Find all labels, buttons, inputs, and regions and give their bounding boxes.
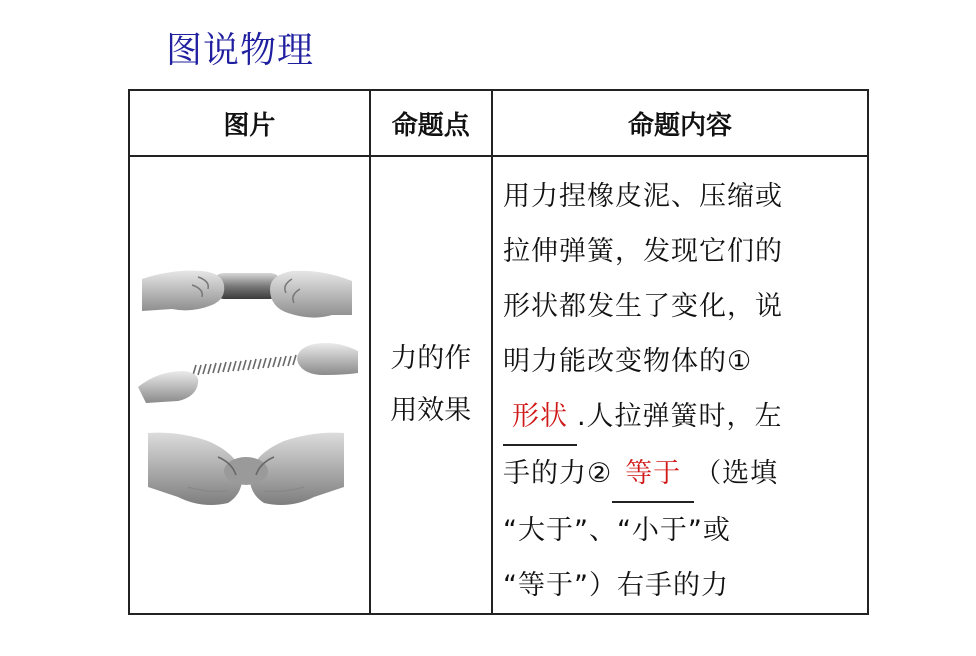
content-line: “等于”）右手的力 <box>502 570 729 601</box>
point-line: 用效果 <box>390 395 472 426</box>
content-line <box>503 389 857 446</box>
content-text: .人拉弹簧时，左 <box>576 401 783 432</box>
content-line: 拉伸弹簧，发现它们的 <box>502 236 783 267</box>
point-line: 力的作 <box>390 343 472 374</box>
spring-stretch-photo <box>138 335 358 405</box>
content-line: 明力能改变物体的① <box>502 346 753 377</box>
content-cell <box>492 156 868 614</box>
answer-blank-1: 形状 <box>503 389 577 446</box>
answer-blank-2: 等于 <box>612 446 694 503</box>
clay-squeeze-photo <box>142 259 352 327</box>
content-table <box>128 89 869 615</box>
header-picture: 图片 <box>129 90 370 156</box>
table-header-row <box>129 90 868 156</box>
picture-cell <box>129 156 370 614</box>
content-text: （选填 <box>694 458 779 489</box>
content-line <box>503 446 857 503</box>
table-row <box>129 156 868 614</box>
page-title: 图说物理 <box>166 30 315 71</box>
content-line: “大于”、“小于”或 <box>502 515 731 546</box>
header-point: 命题点 <box>370 90 492 156</box>
point-cell <box>370 156 492 614</box>
content-line: 用力捏橡皮泥、压缩或 <box>502 181 783 212</box>
clay-press-photo <box>148 427 344 509</box>
content-line: 形状都发生了变化，说 <box>502 291 783 322</box>
header-content: 命题内容 <box>492 90 868 156</box>
content-text: 手的力② <box>502 458 613 489</box>
